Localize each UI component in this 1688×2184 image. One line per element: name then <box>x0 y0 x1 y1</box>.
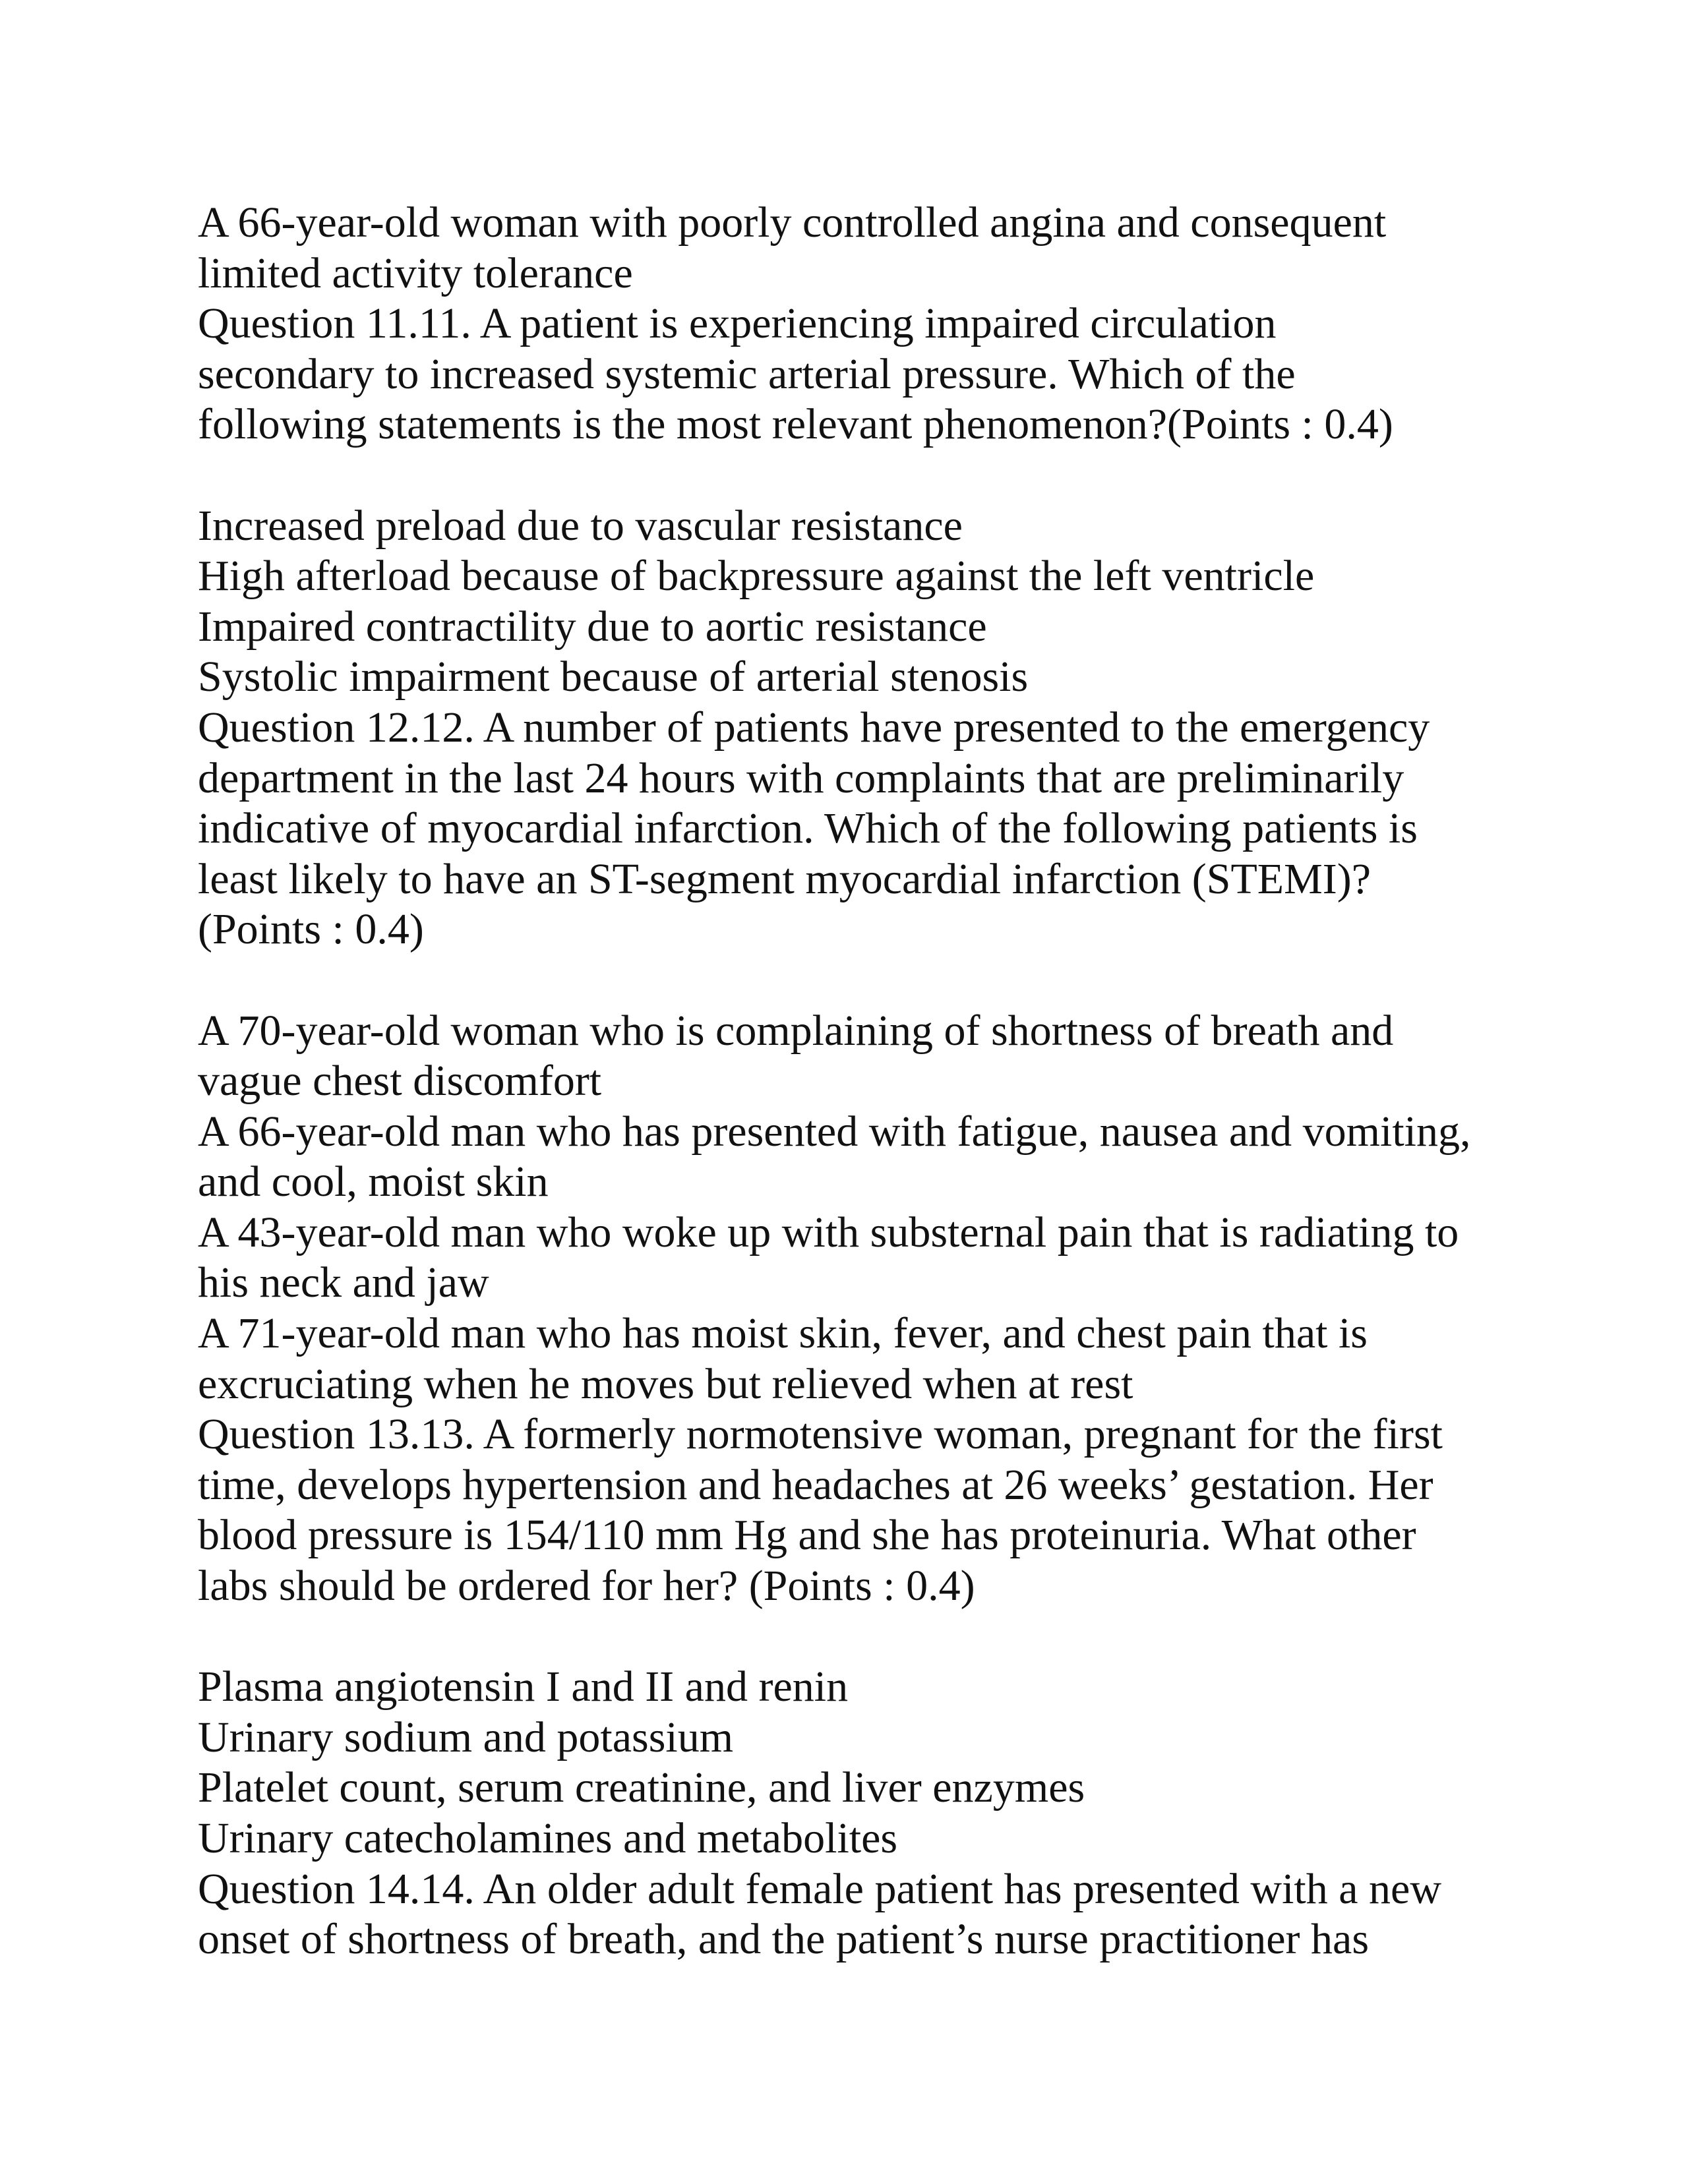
text-line: his neck and jaw <box>198 1258 489 1307</box>
question-11-option: Systolic impairment because of arterial stenosis <box>198 653 1029 701</box>
question-13-option: Urinary sodium and potassium <box>198 1713 734 1761</box>
text-line: A 66-year-old woman with poorly controlled angina and consequent <box>198 198 1387 247</box>
question-11-option: Impaired contractility due to aortic resistance <box>198 602 987 651</box>
question-12-option <box>198 1309 1569 1409</box>
spacer <box>198 450 1569 501</box>
text-line: A 43-year-old man who woke up with substernal pain that is radiating to <box>198 1208 1459 1256</box>
question-13 <box>198 1409 1569 1864</box>
text-line: vague chest discomfort <box>198 1057 602 1106</box>
question-13-option: Platelet count, serum creatinine, and liver enzymes <box>198 1763 1085 1812</box>
question-14-text: Question 14.14. An older adult female patient has presented with a new <box>198 1864 1441 1913</box>
question-12-option <box>198 1006 1569 1107</box>
question-11-text: following statements is the most relevant phenomenon?(Points : 0.4) <box>198 400 1393 449</box>
question-12-text: indicative of myocardial infarction. Which of the following patients is <box>198 804 1418 853</box>
question-12-option <box>198 1107 1569 1208</box>
question-12-text: Question 12.12. A number of patients have presented to the emergency <box>198 703 1430 752</box>
previous-question-option <box>198 198 1569 299</box>
question-13-option: Urinary catecholamines and metabolites <box>198 1814 898 1862</box>
question-14 <box>198 1864 1569 1965</box>
question-12 <box>198 703 1569 1409</box>
question-13-text: Question 13.13. A formerly normotensive woman, pregnant for the first <box>198 1410 1443 1459</box>
spacer <box>198 955 1569 1006</box>
text-line: excruciating when he moves but relieved when at rest <box>198 1359 1133 1408</box>
question-12-text: department in the last 24 hours with complaints that are preliminarily <box>198 753 1404 802</box>
text-line: A 70-year-old woman who is complaining of shortness of breath and <box>198 1006 1394 1055</box>
question-11-option: Increased preload due to vascular resistance <box>198 501 963 550</box>
text-line: limited activity tolerance <box>198 249 633 297</box>
question-14-text: onset of shortness of breath, and the patient’s nurse practitioner has <box>198 1915 1370 1964</box>
document-body <box>198 198 1569 1965</box>
question-12-text: (Points : 0.4) <box>198 905 424 954</box>
text-line: A 71-year-old man who has moist skin, fever, and chest pain that is <box>198 1309 1368 1358</box>
question-13-text: labs should be ordered for her? (Points : 0.4) <box>198 1562 975 1610</box>
text-line: A 66-year-old man who has presented with fatigue, nausea and vomiting, <box>198 1107 1471 1156</box>
question-12-option <box>198 1208 1569 1309</box>
question-11-text: secondary to increased systemic arterial pressure. Which of the <box>198 349 1296 398</box>
question-13-text: time, develops hypertension and headaches at 26 weeks’ gestation. Her <box>198 1460 1433 1509</box>
question-13-text: blood pressure is 154/110 mm Hg and she has proteinuria. What other <box>198 1511 1416 1560</box>
spacer <box>198 1612 1569 1663</box>
question-11-option: High afterload because of backpressure against the left ventricle <box>198 552 1315 601</box>
question-13-option: Plasma angiotensin I and II and renin <box>198 1663 849 1711</box>
text-line: and cool, moist skin <box>198 1158 549 1206</box>
question-11 <box>198 299 1569 703</box>
question-11-text: Question 11.11. A patient is experiencing impaired circulation <box>198 299 1277 348</box>
question-12-text: least likely to have an ST-segment myocardial infarction (STEMI)? <box>198 854 1372 903</box>
